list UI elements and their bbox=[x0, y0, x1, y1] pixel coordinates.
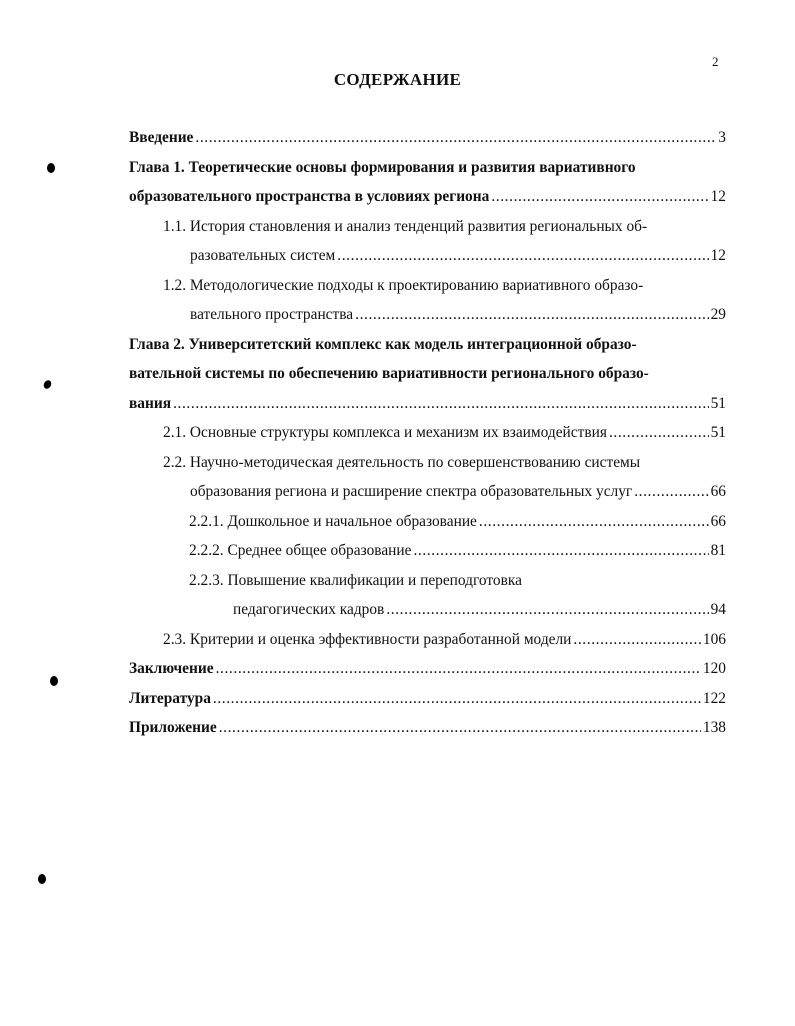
scan-mark bbox=[42, 379, 53, 390]
toc-label: 2.2. Научно-методическая деятельность по совершенствованию системы bbox=[163, 453, 641, 471]
toc-entry-intro[interactable] bbox=[129, 123, 726, 153]
toc-page: 106 bbox=[702, 630, 726, 648]
toc-entry-appendix[interactable] bbox=[129, 713, 726, 743]
toc-entry-2-2-1[interactable] bbox=[129, 507, 726, 537]
toc-entry-1-2[interactable] bbox=[129, 271, 726, 330]
toc-entry-literature[interactable] bbox=[129, 684, 726, 714]
dot-leader bbox=[219, 713, 701, 743]
toc-page: 3 bbox=[718, 129, 726, 146]
toc-label: 2.2.2. Среднее общее образование bbox=[189, 542, 412, 559]
dot-leader bbox=[479, 507, 709, 537]
scan-mark bbox=[50, 676, 58, 686]
dot-leader bbox=[216, 654, 701, 684]
toc-label: Литература bbox=[129, 689, 211, 707]
toc-label: Приложение bbox=[129, 719, 217, 736]
toc-label: образования региона и расширение спектра образовательных услуг bbox=[190, 483, 633, 500]
toc-label: разовательных систем bbox=[190, 247, 336, 264]
scan-mark bbox=[47, 163, 55, 173]
toc-page: 81 bbox=[710, 542, 726, 559]
dot-leader bbox=[355, 300, 708, 330]
toc-label: Глава 2. Университетский комплекс как модель интеграционной образо- bbox=[129, 335, 637, 353]
dot-leader bbox=[573, 625, 701, 655]
page-number: 2 bbox=[712, 54, 719, 69]
toc-label: Заключение bbox=[129, 660, 214, 677]
dot-leader bbox=[634, 477, 708, 507]
toc-entry-2-3[interactable] bbox=[129, 625, 726, 655]
toc-page: 12 bbox=[710, 188, 726, 205]
toc-page: 66 bbox=[710, 512, 726, 530]
toc-entry-2-2-3[interactable] bbox=[129, 566, 726, 625]
dot-leader bbox=[413, 536, 708, 566]
toc-page: 66 bbox=[710, 483, 726, 500]
toc-label: педагогических кадров bbox=[233, 601, 385, 618]
toc-label: вательной системы по обеспечению вариативности регионального образо- bbox=[129, 365, 649, 382]
toc-label: 2.1. Основные структуры комплекса и механизм их взаимодействия bbox=[163, 424, 607, 441]
dot-leader bbox=[195, 123, 716, 153]
toc-label: 2.2.1. Дошкольное и начальное образование bbox=[189, 512, 477, 530]
toc-entry-chapter-2[interactable] bbox=[129, 330, 726, 419]
toc-label: 1.1. История становления и анализ тенденций развития региональных об- bbox=[163, 217, 648, 235]
toc-label: вания bbox=[129, 394, 172, 412]
toc-label: Глава 1. Теоретические основы формирования и развития вариативного bbox=[129, 158, 636, 176]
toc-label: 1.2. Методологические подходы к проектированию вариативного образо- bbox=[163, 276, 644, 294]
toc-entry-2-2[interactable] bbox=[129, 448, 726, 507]
toc-page: 138 bbox=[702, 719, 726, 736]
toc-entry-2-1[interactable] bbox=[129, 418, 726, 448]
toc-label: вательного пространства bbox=[190, 306, 354, 323]
table-of-contents bbox=[129, 123, 726, 743]
toc-page: 120 bbox=[702, 660, 726, 677]
toc-page: 51 bbox=[710, 424, 726, 441]
dot-leader bbox=[173, 389, 709, 419]
toc-page: 122 bbox=[702, 689, 726, 707]
toc-label: Введение bbox=[129, 129, 194, 146]
toc-entry-conclusion[interactable] bbox=[129, 654, 726, 684]
scan-mark bbox=[38, 874, 46, 884]
toc-entry-1-1[interactable] bbox=[129, 212, 726, 271]
toc-label: 2.2.3. Повышение квалификации и переподготовка bbox=[189, 571, 522, 589]
toc-page: 29 bbox=[710, 306, 726, 323]
dot-leader bbox=[491, 182, 708, 212]
dot-leader bbox=[337, 241, 708, 271]
toc-entry-chapter-1[interactable] bbox=[129, 153, 726, 212]
toc-label: 2.3. Критерии и оценка эффективности разработанной модели bbox=[163, 630, 572, 648]
page-title: СОДЕРЖАНИЕ bbox=[333, 70, 462, 89]
toc-page: 94 bbox=[710, 601, 726, 618]
toc-entry-2-2-2[interactable] bbox=[129, 536, 726, 566]
dot-leader bbox=[213, 684, 701, 714]
dot-leader bbox=[386, 595, 708, 625]
toc-page: 12 bbox=[710, 247, 726, 264]
dot-leader bbox=[609, 418, 709, 448]
toc-page: 51 bbox=[710, 394, 726, 412]
toc-label: образовательного пространства в условиях региона bbox=[129, 188, 490, 205]
